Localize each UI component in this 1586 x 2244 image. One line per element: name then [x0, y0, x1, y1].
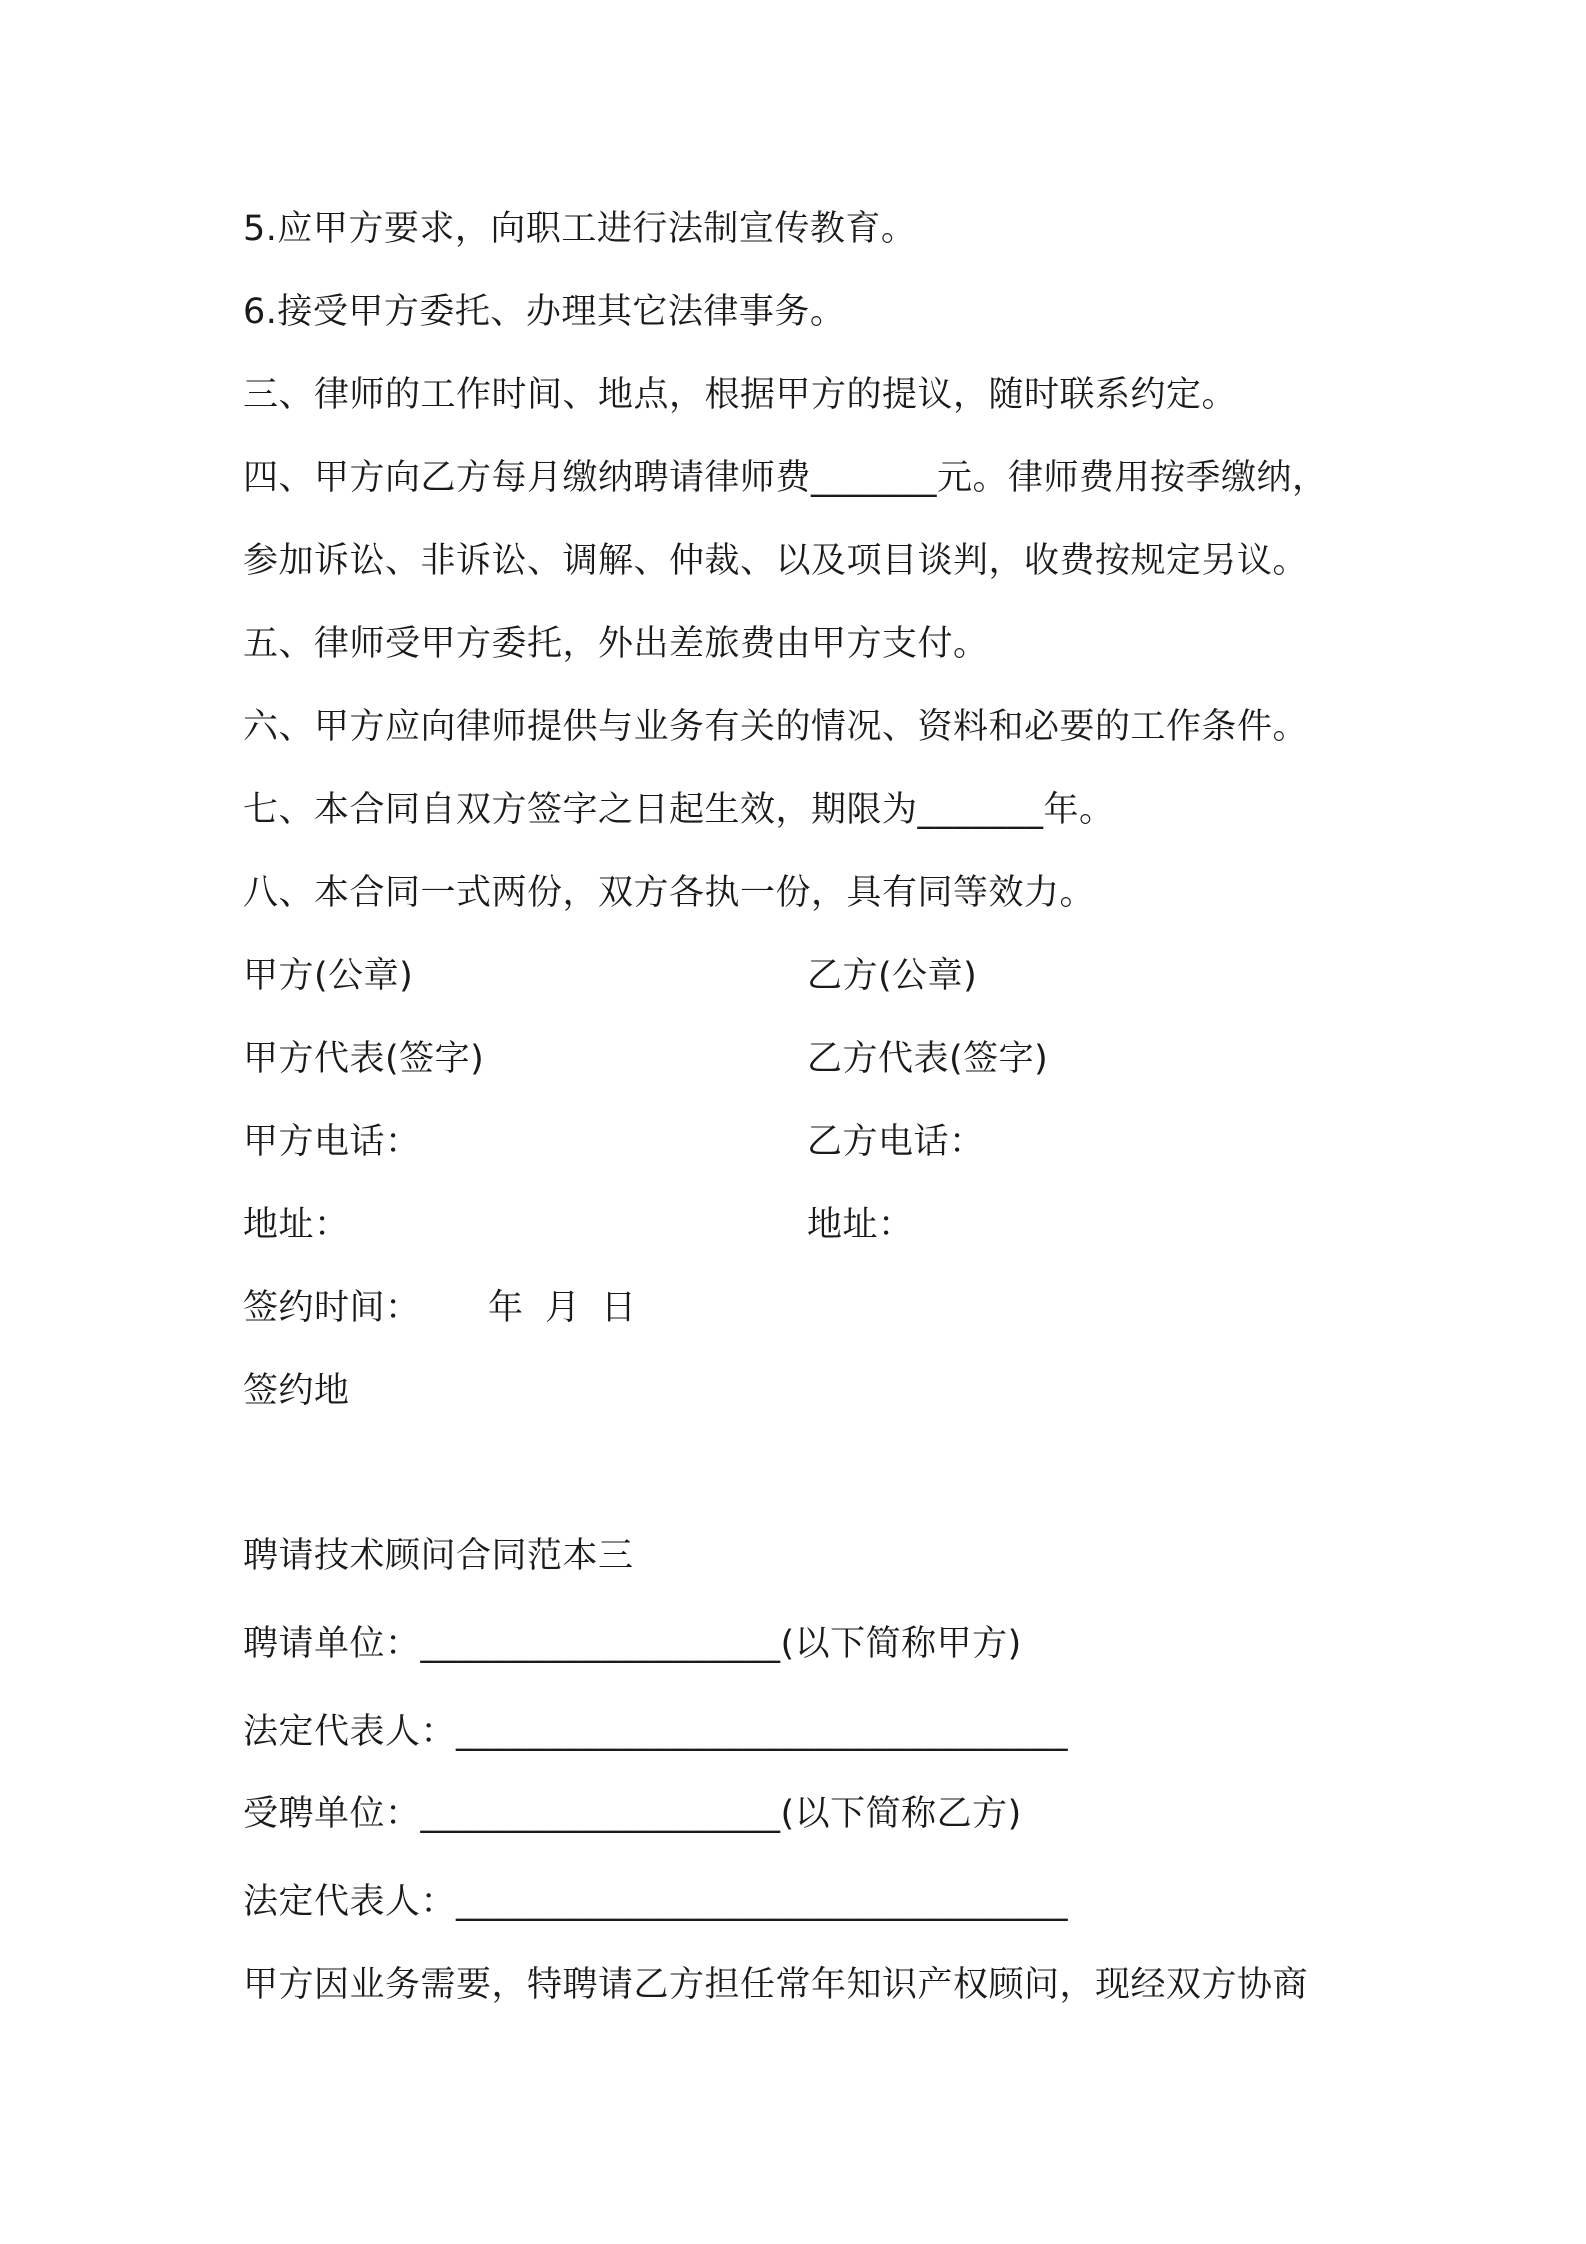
- sign-day: 日: [601, 1288, 637, 1328]
- contract-title: 聘请技术顾问合同范本三: [243, 1536, 634, 1576]
- section-3: 三、律师的工作时间、地点，根据甲方的提议，随时联系约定。: [243, 375, 1238, 415]
- section-6: 六、甲方应向律师提供与业务有关的情况、资料和必要的工作条件。: [243, 707, 1309, 747]
- hiring-unit-field: 聘请单位：____________________(以下简称甲方): [243, 1624, 1022, 1664]
- hired-unit-field: 受聘单位：____________________(以下简称乙方): [243, 1794, 1022, 1834]
- sign-time-label: 签约时间：: [243, 1288, 421, 1328]
- sign-place-label: 签约地: [243, 1371, 350, 1411]
- party-b-phone: 乙方电话：: [807, 1122, 985, 1162]
- section-4: 四、甲方向乙方每月缴纳聘请律师费_______元。律师费用按季缴纳，: [243, 458, 1328, 498]
- party-b-address: 地址：: [807, 1205, 914, 1245]
- party-a-address: 地址：: [243, 1205, 350, 1245]
- clause-5: 5.应甲方要求，向职工进行法制宣传教育。: [243, 209, 917, 249]
- sign-month: 月: [545, 1288, 581, 1328]
- party-a-phone: 甲方电话：: [243, 1122, 421, 1162]
- party-a-legal-rep-field: 法定代表人：__________________________________: [243, 1712, 1069, 1752]
- party-b-representative: 乙方代表(签字): [807, 1039, 1049, 1079]
- party-b-seal: 乙方(公章): [807, 956, 978, 996]
- section-7: 七、本合同自双方签字之日起生效，期限为_______年。: [243, 790, 1115, 830]
- sign-year: 年: [488, 1288, 524, 1328]
- section-8: 八、本合同一式两份，双方各执一份，具有同等效力。: [243, 873, 1096, 913]
- section-5: 五、律师受甲方委托，外出差旅费由甲方支付。: [243, 624, 989, 664]
- party-a-representative: 甲方代表(签字): [243, 1039, 485, 1079]
- section-4-continued: 参加诉讼、非诉讼、调解、仲裁、以及项目谈判，收费按规定另议。: [243, 541, 1309, 581]
- sign-time-row: [243, 1286, 663, 1330]
- clause-6: 6.接受甲方委托、办理其它法律事务。: [243, 292, 846, 332]
- party-b-legal-rep-field: 法定代表人：__________________________________: [243, 1882, 1069, 1922]
- contract-preamble: 甲方因业务需要，特聘请乙方担任常年知识产权顾问，现经双方协商: [243, 1965, 1309, 2005]
- party-a-seal: 甲方(公章): [243, 956, 414, 996]
